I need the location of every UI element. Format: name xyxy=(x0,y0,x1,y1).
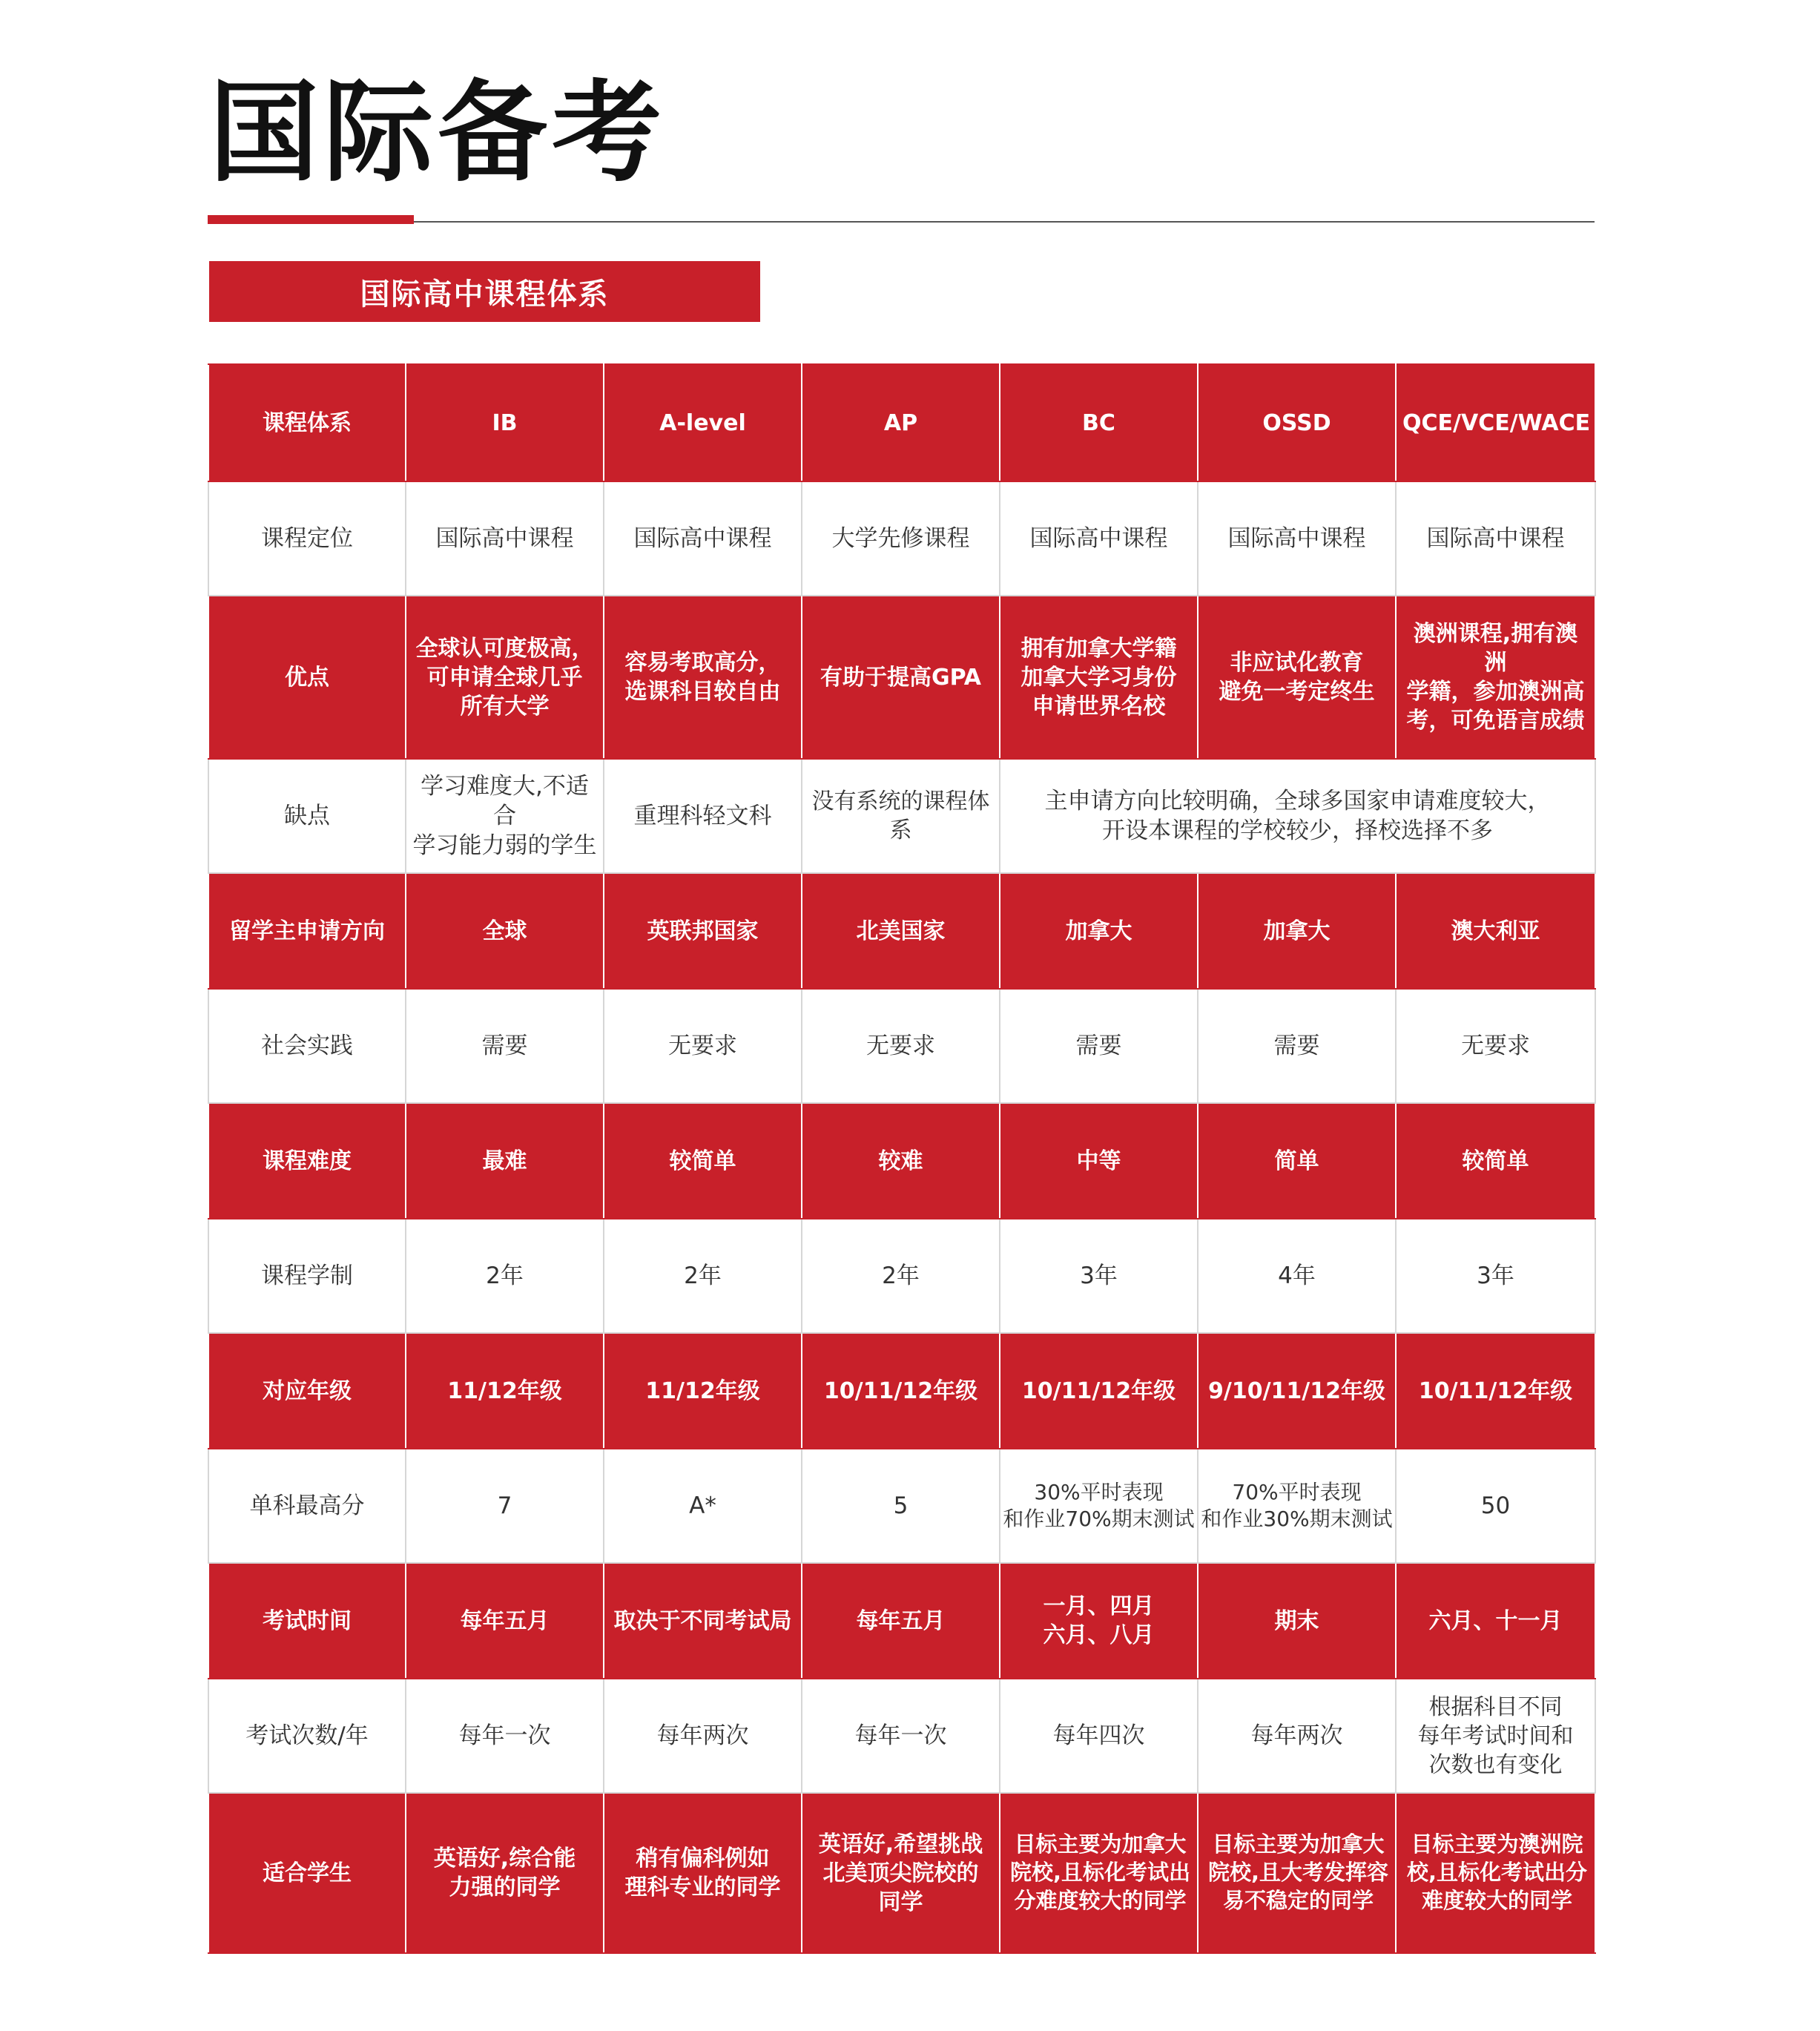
table-cell-ib: 最难 xyxy=(406,1103,604,1219)
table-cell-ap: 每年一次 xyxy=(802,1679,1000,1793)
table-cell-ossd: 需要 xyxy=(1198,989,1396,1103)
table-cell-qce: 较简单 xyxy=(1396,1103,1595,1219)
table-cell-alevel: 取决于不同考试局 xyxy=(604,1563,802,1679)
table-cell-row-label: 课程难度 xyxy=(208,1103,406,1219)
table-cell-alevel: A* xyxy=(604,1449,802,1563)
table-cell-bc: 中等 xyxy=(1000,1103,1198,1219)
table-cell-qce: QCE/VCE/WACE xyxy=(1396,364,1595,481)
table-cell-qce: 3年 xyxy=(1396,1219,1595,1333)
table-cell-qce: 国际高中课程 xyxy=(1396,481,1595,596)
table-cell-ossd: 70%平时表现 和作业30%期末测试 xyxy=(1198,1449,1396,1563)
table-cell-bc: 目标主要为加拿大 院校,且标化考试出 分难度较大的同学 xyxy=(1000,1793,1198,1953)
table-cell-row-label: 课程定位 xyxy=(208,481,406,596)
table-cell-ap: 无要求 xyxy=(802,989,1000,1103)
table-row-exam-count xyxy=(208,1679,1595,1793)
table-cell-bc: 加拿大 xyxy=(1000,873,1198,989)
table-cell-ap: 英语好,希望挑战 北美顶尖院校的 同学 xyxy=(802,1793,1000,1953)
table-cell-qce: 六月、十一月 xyxy=(1396,1563,1595,1679)
table-cell-ap: AP xyxy=(802,364,1000,481)
table-cell-row-label: 社会实践 xyxy=(208,989,406,1103)
table-cell-ap: 北美国家 xyxy=(802,873,1000,989)
table-cell-ib: 每年一次 xyxy=(406,1679,604,1793)
table-cell-bc: 拥有加拿大学籍 加拿大学习身份 申请世界名校 xyxy=(1000,596,1198,759)
table-cell-qce: 澳洲课程,拥有澳洲 学籍，参加澳洲高 考，可免语言成绩 xyxy=(1396,596,1595,759)
table-cell-alevel: 重理科轻文科 xyxy=(604,759,802,873)
table-row-disadvantages xyxy=(208,759,1595,873)
table-cell-bc: 一月、四月 六月、八月 xyxy=(1000,1563,1198,1679)
table-cell-ap: 大学先修课程 xyxy=(802,481,1000,596)
table-cell-alevel: 英联邦国家 xyxy=(604,873,802,989)
table-row-practice xyxy=(208,989,1595,1103)
table-cell-ossd: 非应试化教育 避免一考定终生 xyxy=(1198,596,1396,759)
table-row-header xyxy=(208,364,1595,481)
table-cell-row-label: 课程体系 xyxy=(208,364,406,481)
table-cell-qce: 10/11/12年级 xyxy=(1396,1333,1595,1449)
table-cell-ossd: 4年 xyxy=(1198,1219,1396,1333)
table-cell-ib: IB xyxy=(406,364,604,481)
table-cell-ib: 学习难度大,不适合 学习能力弱的学生 xyxy=(406,759,604,873)
table-cell-bc: 每年四次 xyxy=(1000,1679,1198,1793)
table-row-advantages xyxy=(208,596,1595,759)
table-cell-ib: 全球 xyxy=(406,873,604,989)
page-title: 国际备考 xyxy=(209,69,666,197)
table-cell-alevel: 较简单 xyxy=(604,1103,802,1219)
table-cell-ossd: 国际高中课程 xyxy=(1198,481,1396,596)
table-cell-alevel: 稍有偏科例如 理科专业的同学 xyxy=(604,1793,802,1953)
table-cell-bc: 10/11/12年级 xyxy=(1000,1333,1198,1449)
table-row-exam-time xyxy=(208,1563,1595,1679)
table-cell-ib: 11/12年级 xyxy=(406,1333,604,1449)
table-cell-row-label: 考试时间 xyxy=(208,1563,406,1679)
table-cell-alevel: 容易考取高分， 选课科目较自由 xyxy=(604,596,802,759)
table-cell-row-label: 对应年级 xyxy=(208,1333,406,1449)
table-cell-ib: 英语好,综合能 力强的同学 xyxy=(406,1793,604,1953)
table-cell-bc: 3年 xyxy=(1000,1219,1198,1333)
table-cell-alevel: 每年两次 xyxy=(604,1679,802,1793)
table-cell-alevel: 国际高中课程 xyxy=(604,481,802,596)
table-cell-ib: 每年五月 xyxy=(406,1563,604,1679)
table-cell-row-label: 适合学生 xyxy=(208,1793,406,1953)
table-cell-row-label: 优点 xyxy=(208,596,406,759)
table-cell-alevel: 11/12年级 xyxy=(604,1333,802,1449)
table-cell-qce: 根据科目不同 每年考试时间和 次数也有变化 xyxy=(1396,1679,1595,1793)
table-cell-bc: 需要 xyxy=(1000,989,1198,1103)
table-cell-ap: 较难 xyxy=(802,1103,1000,1219)
table-cell-ib: 2年 xyxy=(406,1219,604,1333)
table-cell-ossd: 简单 xyxy=(1198,1103,1396,1219)
table-cell-row-label: 缺点 xyxy=(208,759,406,873)
table-cell-alevel: A-level xyxy=(604,364,802,481)
table-row-suitable xyxy=(208,1793,1595,1953)
table-row-difficulty xyxy=(208,1103,1595,1219)
table-cell-qce: 目标主要为澳洲院 校,且标化考试出分 难度较大的同学 xyxy=(1396,1793,1595,1953)
table-cell-row-label: 留学主申请方向 xyxy=(208,873,406,989)
table-cell-bc: BC xyxy=(1000,364,1198,481)
table-cell-ib: 7 xyxy=(406,1449,604,1563)
table-cell-ap: 有助于提高GPA xyxy=(802,596,1000,759)
table-row-max-score xyxy=(208,1449,1595,1563)
table-cell-ap: 5 xyxy=(802,1449,1000,1563)
table-cell-ib: 国际高中课程 xyxy=(406,481,604,596)
table-cell-qce: 无要求 xyxy=(1396,989,1595,1103)
table-cell-ossd: 每年两次 xyxy=(1198,1679,1396,1793)
title-accent-bar xyxy=(208,215,414,224)
table-row-positioning xyxy=(208,481,1595,596)
section-label: 国际高中课程体系 xyxy=(209,261,760,322)
table-cell-row-label: 课程学制 xyxy=(208,1219,406,1333)
table-cell-qce: 50 xyxy=(1396,1449,1595,1563)
table-row-duration xyxy=(208,1219,1595,1333)
table-cell-ossd: 加拿大 xyxy=(1198,873,1396,989)
table-cell-ap: 每年五月 xyxy=(802,1563,1000,1679)
table-cell-ap: 10/11/12年级 xyxy=(802,1333,1000,1449)
title-divider xyxy=(208,221,1595,223)
table-cell-ossd: 期末 xyxy=(1198,1563,1396,1679)
curriculum-comparison-table xyxy=(208,363,1596,1954)
table-cell-row-label: 考试次数/年 xyxy=(208,1679,406,1793)
table-cell-ib: 全球认可度极高， 可申请全球几乎 所有大学 xyxy=(406,596,604,759)
table-cell-row-label: 单科最高分 xyxy=(208,1449,406,1563)
table-cell-bc: 国际高中课程 xyxy=(1000,481,1198,596)
table-cell-ossd: 9/10/11/12年级 xyxy=(1198,1333,1396,1449)
table-cell-ap: 2年 xyxy=(802,1219,1000,1333)
table-cell-qce: 澳大利亚 xyxy=(1396,873,1595,989)
table-cell-alevel: 2年 xyxy=(604,1219,802,1333)
table-cell-bc-ossd-qce: 主申请方向比较明确，全球多国家申请难度较大， 开设本课程的学校较少，择校选择不多 xyxy=(1000,759,1595,873)
table-row-grade xyxy=(208,1333,1595,1449)
table-cell-bc: 30%平时表现 和作业70%期末测试 xyxy=(1000,1449,1198,1563)
table-cell-ossd: OSSD xyxy=(1198,364,1396,481)
table-cell-alevel: 无要求 xyxy=(604,989,802,1103)
table-cell-ossd: 目标主要为加拿大 院校,且大考发挥容 易不稳定的同学 xyxy=(1198,1793,1396,1953)
table-cell-ib: 需要 xyxy=(406,989,604,1103)
table-cell-ap: 没有系统的课程体系 xyxy=(802,759,1000,873)
table-row-direction xyxy=(208,873,1595,989)
